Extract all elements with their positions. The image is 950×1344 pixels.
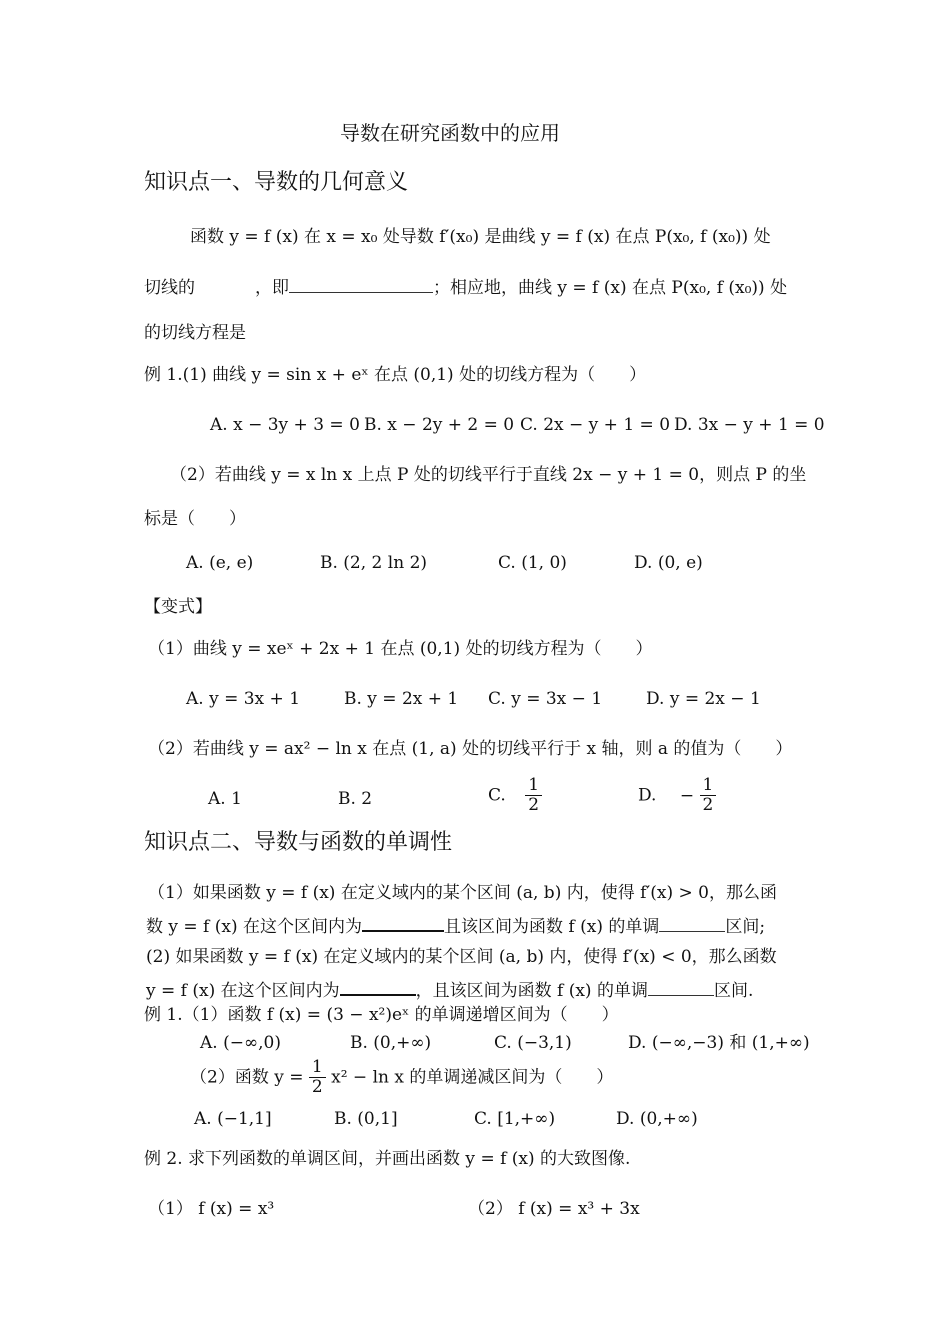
section-heading-2: 知识点二、导数与函数的单调性 <box>144 830 453 855</box>
option-d[interactable] <box>638 776 716 815</box>
option-label: C. <box>488 785 506 806</box>
fraction-denominator: 2 <box>528 795 540 815</box>
fill-blank[interactable] <box>648 979 714 996</box>
option-d[interactable]: D. 3x − y + 1 = 0 <box>674 415 825 435</box>
text: 数 y = f (x) 在这个区间内为 <box>146 917 363 937</box>
fraction <box>525 776 542 815</box>
example-1-question-1: 例 1.(1) 曲线 y = sin x + eˣ 在点 (0,1) 处的切线方程为（ ） <box>144 365 647 385</box>
fraction-denominator: 2 <box>702 795 714 815</box>
option-b[interactable]: B. 2 <box>338 789 373 809</box>
fraction-numerator: 1 <box>700 776 717 796</box>
sec1-paragraph-line-3: 的切线方程是 <box>144 323 246 343</box>
text: x² − ln x 的单调递减区间为（ ） <box>331 1067 614 1088</box>
option-b[interactable]: B. (0,1] <box>334 1109 398 1129</box>
option-c[interactable]: C. (−3,1) <box>494 1033 572 1053</box>
sec2-example-2-item-1: （1） f (x) = x³ <box>148 1199 275 1219</box>
sec1-paragraph-line-1: 函数 y = f (x) 在 x = x₀ 处导数 f′(x₀) 是曲线 y = f (x) 在点 P(x₀, f (x₀)) 处 <box>190 227 771 247</box>
minus-sign: − <box>679 785 695 806</box>
sec2-paragraph-2-line-2 <box>146 978 753 1002</box>
option-a[interactable]: A. y = 3x + 1 <box>186 689 301 709</box>
option-d[interactable]: D. (0,+∞) <box>616 1109 698 1129</box>
variant-heading: 【变式】 <box>144 597 212 617</box>
option-c[interactable]: C. 2x − y + 1 = 0 <box>520 415 671 435</box>
text: ，且该区间为函数 f (x) 的单调 <box>415 981 648 1001</box>
option-a[interactable]: A. 1 <box>208 789 242 809</box>
sec2-paragraph-1-line-1: （1）如果函数 y = f (x) 在定义域内的某个区间 (a, b) 内，使得 f′(x) > 0，那么函 <box>148 883 777 903</box>
option-b[interactable]: B. (0,+∞) <box>350 1033 432 1053</box>
page-title: 导数在研究函数中的应用 <box>340 121 560 145</box>
fill-blank[interactable] <box>659 915 725 932</box>
fraction-numerator: 1 <box>309 1058 326 1078</box>
sec2-example-1-question-2 <box>190 1058 613 1097</box>
blank-space <box>195 277 255 293</box>
text: 区间. <box>713 981 754 1001</box>
variant-question-2: （2）若曲线 y = ax² − ln x 在点 (1, a) 处的切线平行于 x 轴，则 a 的值为（ ） <box>148 739 793 759</box>
fraction-denominator: 2 <box>311 1077 323 1097</box>
sec2-example-2: 例 2. 求下列函数的单调区间，并画出函数 y = f (x) 的大致图像. <box>144 1149 631 1169</box>
option-d[interactable]: D. y = 2x − 1 <box>646 689 761 709</box>
text: y = f (x) 在这个区间内为 <box>146 981 340 1001</box>
option-b[interactable]: B. y = 2x + 1 <box>344 689 459 709</box>
option-a[interactable]: A. (−1,1] <box>194 1109 272 1129</box>
option-a[interactable]: A. x − 3y + 3 = 0 <box>210 415 360 435</box>
option-label: D. <box>638 785 657 806</box>
text: 区间; <box>725 917 766 937</box>
option-b[interactable]: B. (2, 2 ln 2) <box>320 553 428 573</box>
text: 且该区间为函数 f (x) 的单调 <box>444 917 660 937</box>
example-1-question-2-line-2: 标是（ ） <box>144 509 246 529</box>
fill-blank[interactable] <box>362 914 444 932</box>
text: （2）函数 y = <box>190 1067 304 1088</box>
variant-question-1: （1）曲线 y = xeˣ + 2x + 1 在点 (0,1) 处的切线方程为（ ） <box>148 639 653 659</box>
fraction <box>700 776 717 815</box>
option-a[interactable]: A. (−∞,0) <box>200 1033 281 1053</box>
fraction-numerator: 1 <box>525 776 542 796</box>
text: ；相应地，曲线 y = f (x) 在点 P(x₀, f (x₀)) 处 <box>433 278 788 298</box>
sec1-paragraph-line-2 <box>144 276 787 299</box>
fill-blank[interactable] <box>289 276 433 293</box>
fill-blank[interactable] <box>340 978 416 996</box>
option-c[interactable]: C. (1, 0) <box>498 553 567 573</box>
example-1-question-2-line-1: （2）若曲线 y = x ln x 上点 P 处的切线平行于直线 2x − y + 1 = 0，则点 P 的坐 <box>170 465 807 485</box>
option-c[interactable] <box>488 776 542 815</box>
text: 切线的 <box>144 278 195 298</box>
option-d[interactable]: D. (0, e) <box>634 553 703 573</box>
sec2-paragraph-1-line-2 <box>146 914 765 938</box>
option-c[interactable]: C. y = 3x − 1 <box>488 689 603 709</box>
section-heading-1: 知识点一、导数的几何意义 <box>144 170 409 195</box>
sec2-example-1-question-1: 例 1.（1）函数 f (x) = (3 − x²)eˣ 的单调递增区间为（ ） <box>144 1005 619 1025</box>
option-b[interactable]: B. x − 2y + 2 = 0 <box>364 415 515 435</box>
option-a[interactable]: A. (e, e) <box>186 553 254 573</box>
option-d[interactable]: D. (−∞,−3) 和 (1,+∞) <box>628 1033 810 1053</box>
option-c[interactable]: C. [1,+∞) <box>474 1109 556 1129</box>
sec2-paragraph-2-line-1: (2) 如果函数 y = f (x) 在定义域内的某个区间 (a, b) 内，使得 f′(x) < 0，那么函数 <box>146 947 777 967</box>
sec2-example-2-item-2: （2） f (x) = x³ + 3x <box>468 1199 640 1219</box>
fraction <box>309 1058 326 1097</box>
text: ，即 <box>255 278 289 298</box>
